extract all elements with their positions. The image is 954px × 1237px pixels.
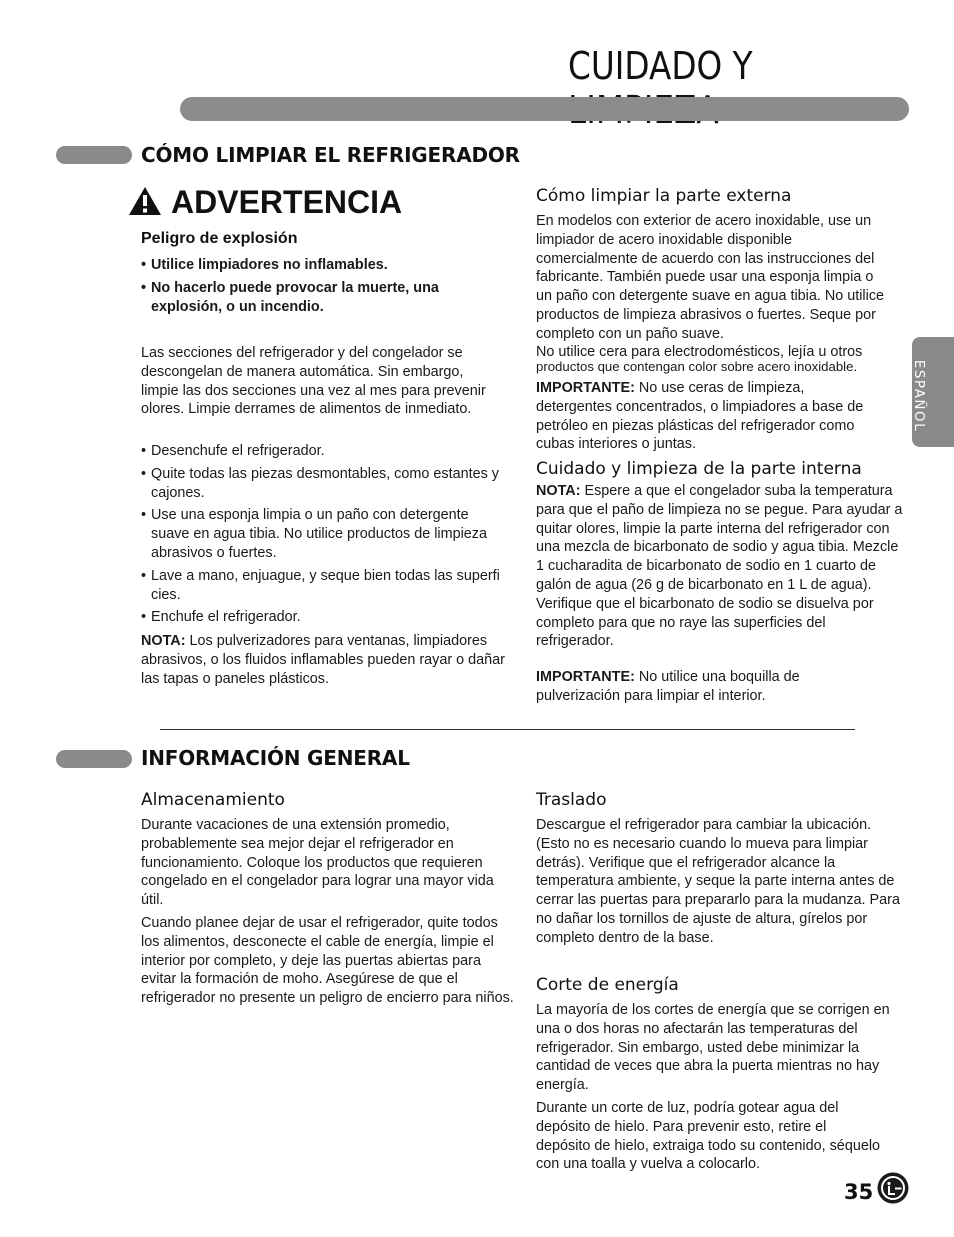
title-bar [180, 97, 909, 121]
note-text: Espere a que el congelador suba la temperatura para que el paño de limpieza no se pegue. Para ayudar a quitar olores, limpie la parte interna del refrigerador con una mezcla de bicarbonato de sodio y agua tibia. Mezcle 1 cucharadita de bicarbonato de sodio en 1 cuarto de galón de agua (26 g de bicarbonato en 1 L de agua). Verifique que el bicarbonato de sodio se disuelva por completo para que no raye las superficies del refrigerador. [536, 483, 903, 650]
important-text: No utilice una boquilla de pulverización para limpiar el interior. [536, 669, 800, 704]
section-pill-decoration [56, 146, 132, 164]
storage-p2: Cuando planee dejar de usar el refrigerador, quite todos los alimentos, desconecte el cable de energía, limpie el interior por completo, y deje las puertas abiertas para evitar la formación de moho. Asegúrese de que el refrigerador no presente un peligro de encierro para niños. [141, 915, 514, 1007]
moving-p1: Descargue el refrigerador para cambiar la ubicación. (Esto no es necesario cuando lo mueva para limpiar detrás). Verifique que el refrigerador alcance la temperatura ambiente, y seque la parte interna antes de cerrar las puertas para prepararlo para la mudanza. Para no dañar los tornillos de ajuste de altura, gírelos por completo dentro de la base. [536, 817, 900, 946]
warning-subtitle: Peligro de explosión [141, 230, 298, 247]
important-label: IMPORTANTE: [536, 669, 635, 685]
storage-p1: Durante vacaciones de una extensión promedio, probablemente sea mejor dejar el refrigerador en funcionamiento. Coloque los productos que requieren congelado en el congelador para lograr una mayor vida útil. [141, 817, 494, 909]
language-tab-label: ESPAÑOL [911, 359, 927, 433]
cleaning-step: • Lave a mano, enjuague, y seque bien todas las superfi cies. [141, 567, 501, 605]
cleaning-steps-list [141, 442, 501, 627]
lg-logo-icon [877, 1172, 909, 1204]
interior-important [536, 668, 836, 706]
exterior-title: Cómo limpiar la parte externa [536, 186, 792, 206]
interior-note [536, 482, 906, 651]
note-label: NOTA: [536, 483, 581, 499]
storage-title: Almacenamiento [141, 790, 285, 810]
cleaning-step: • Desenchufe el refrigerador. [141, 442, 501, 461]
cleaning-intro: Las secciones del refrigerador y del congelador se descongelan de manera automática. Sin embargo, limpie las dos secciones una vez al mes para prevenir olores. Limpie derrames de alimentos de inmediato. [141, 345, 486, 418]
section-heading-cleaning: CÓMO LIMPIAR EL REFRIGERADOR [141, 143, 520, 167]
language-tab [912, 337, 954, 447]
important-text: No use ceras de limpieza, detergentes concentrados, o limpiadores a base de petróleo en piezas plásticas del refrigerador como cubas interiores o juntas. [536, 380, 864, 453]
page-number: 35 [844, 1180, 874, 1204]
exterior-text-2: No utilice cera para electrodomésticos, lejía u otros [536, 344, 863, 360]
cleaning-step: • Use una esponja limpia o un paño con detergente suave en agua tibia. No utilice productos de limpieza abrasivos o fuertes. [141, 506, 501, 562]
warning-list [141, 256, 481, 316]
section-divider [160, 729, 855, 730]
interior-title: Cuidado y limpieza de la parte interna [536, 459, 862, 479]
exterior-text-3: productos que contengan color sobre acero inoxidable. [536, 359, 858, 374]
moving-title: Traslado [536, 790, 607, 810]
note-label: NOTA: [141, 633, 186, 649]
power-p2: Durante un corte de luz, podría gotear agua del depósito de hielo. Para prevenir esto, retire el depósito de hielo, extraiga todo su contenido, séquelo con una toalla y vuelva a colocarlo. [536, 1100, 881, 1173]
cleaning-note [141, 632, 506, 688]
power-title: Corte de energía [536, 975, 679, 995]
warning-title: ADVERTENCIA [171, 184, 403, 220]
warning-item: • Utilice limpiadores no inflamables. [141, 256, 481, 275]
section-heading-general: INFORMACIÓN GENERAL [141, 746, 410, 770]
important-label: IMPORTANTE: [536, 380, 635, 396]
section-pill-decoration [56, 750, 132, 768]
exterior-text: En modelos con exterior de acero inoxidable, use un limpiador de acero inoxidable disponible comercialmente de acuerdo con las instrucciones del fabricante. También puede usar una esponja limpia o un paño con detergente suave en agua tibia. No utilice productos de limpieza abrasivos o fuertes. Seque por completo con un paño suave. [536, 213, 885, 342]
page-title: CUIDADO Y [568, 44, 753, 88]
power-p1: La mayoría de los cortes de energía que se corrigen en una o dos horas no afectarán las temperaturas del refrigerador. Sin embargo, usted debe minimizar la cantidad de veces que abra la puerta mientras no hay energía. [536, 1002, 890, 1094]
cleaning-step: • Quite todas las piezas desmontables, como estantes y cajones. [141, 465, 501, 503]
warning-item: • No hacerlo puede provocar la muerte, una explosión, o un incendio. [141, 279, 481, 317]
warning-triangle-icon [128, 186, 162, 216]
cleaning-step: • Enchufe el refrigerador. [141, 608, 501, 627]
exterior-important [536, 379, 881, 454]
note-text: Los pulverizadores para ventanas, limpiadores abrasivos, o los fluidos inflamables pueden rayar o dañar las tapas o paneles plásticos. [141, 633, 505, 687]
